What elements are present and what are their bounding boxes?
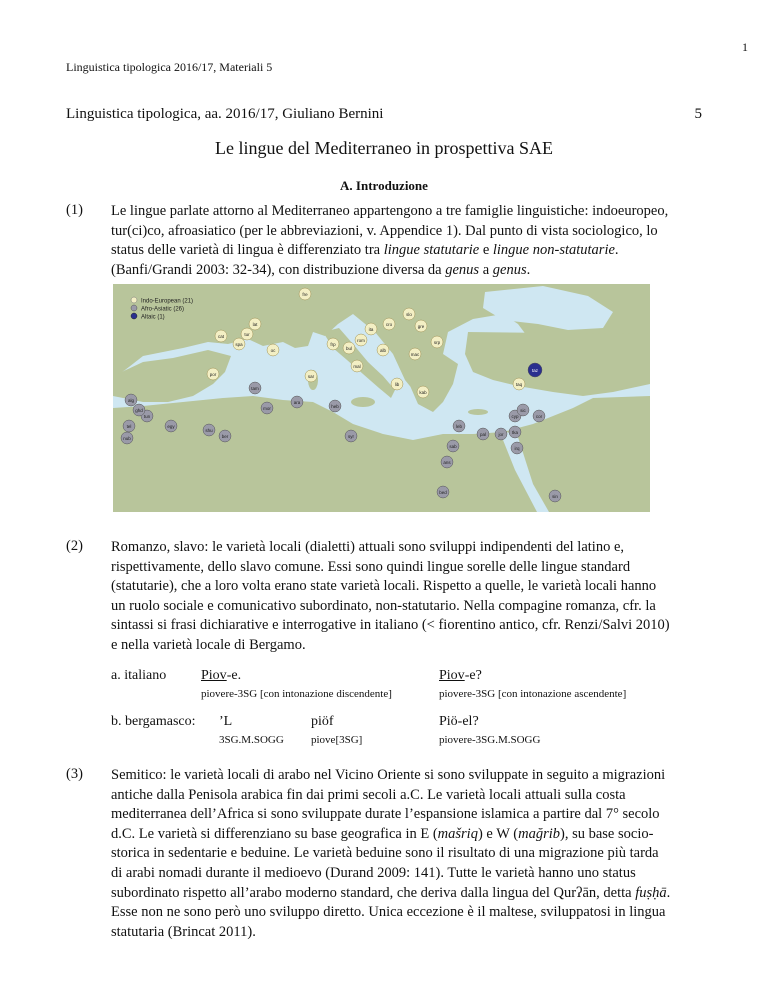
p3-line-3: mediterranea dell’Africa si sono sviluppate durate l’espansione islamica a partire dal 7° secolo <box>111 806 660 823</box>
example-b-form-3: Piö-el? <box>439 714 479 729</box>
language-marker-label: taz <box>531 367 539 373</box>
language-marker-label: heb <box>331 403 339 409</box>
language-marker-label: bul <box>345 345 353 351</box>
author-line-text: Linguistica tipologica, aa. 2016/17, Giuliano Bernini <box>66 106 384 122</box>
section-heading: A. Introduzione <box>340 178 428 193</box>
handout-number: 5 <box>694 106 702 122</box>
language-marker-label: spa <box>235 341 243 347</box>
example-a-form-1: Piov-e. <box>201 668 242 683</box>
p3-line-2: antiche dalla Penisola arabica fin dai primi secoli a.C. Le varietà locali attuali sulla costa <box>111 786 626 803</box>
language-marker-label: sin <box>552 493 558 499</box>
p1-line-4: (Banfi/Grandi 2003: 32-34), con distribuzione diversa da genus a genus. <box>111 261 531 278</box>
p3-line-5: storica in sedentarie e beduine. Le varietà beduine sono il risultato di una migrazione più tarda <box>111 845 659 862</box>
language-marker-label: oc <box>270 347 276 353</box>
paragraph-1 <box>111 202 705 280</box>
language-marker-label: ara <box>293 399 301 405</box>
language-marker-label: mac <box>410 351 420 357</box>
language-marker-label: cro <box>385 321 393 327</box>
language-marker-label: nub <box>123 435 131 441</box>
example-b-form-2: piöf <box>311 714 334 729</box>
page-number: 1 <box>742 40 748 54</box>
language-marker-label: tka <box>511 429 519 435</box>
p3-line-6: di arabi nomadi durante il medioevo (Durand 2009: 141). Tutte le varietà hanno uno status <box>111 864 636 881</box>
language-marker-label: alg <box>127 397 135 403</box>
language-marker-label: shu <box>205 427 213 433</box>
p1-line-1: Le lingue parlate attorno al Mediterraneo appartengono a tre famiglie linguistiche: indoeuropeo, <box>111 203 669 219</box>
language-marker-label: leb <box>455 423 463 429</box>
language-marker-label: mor <box>263 405 271 411</box>
language-marker-label: kab <box>419 389 427 395</box>
language-marker-label: frp <box>330 341 336 347</box>
language-marker-label: syr <box>348 433 354 439</box>
example-number-3: (3) <box>66 766 83 782</box>
language-marker-label: mal <box>353 363 361 369</box>
language-marker-label: tun <box>143 413 151 419</box>
language-marker-label: jor <box>498 431 504 437</box>
author-line <box>66 106 702 123</box>
language-marker-label: sar <box>307 373 315 379</box>
language-marker-label: fre <box>302 291 308 297</box>
p2-line-2: rispettivamente, dello slavo comune. Essi sono quindi lingue sorelle delle lingue standard <box>111 558 631 575</box>
language-marker-label: alb <box>379 347 387 353</box>
example-b-gloss-3: piovere-3SG.M.SOGG <box>439 734 541 746</box>
language-marker-label: cor <box>535 413 543 419</box>
language-marker-label: cyp <box>511 413 519 419</box>
language-marker-label: rom <box>357 337 365 343</box>
language-marker-label: por <box>209 371 217 377</box>
example-number-1: (1) <box>66 202 83 218</box>
mediterranean-language-map <box>113 284 650 512</box>
p2-line-1: Romanzo, slavo: le varietà locali (dialetti) attuali sono sviluppi indipendenti del latino e, <box>111 539 625 555</box>
language-marker-label: gre <box>417 323 425 329</box>
p3-line-1: Semitico: le varietà locali di arabo nel Vicino Oriente si sono sviluppate in seguito a migrazioni <box>111 767 666 783</box>
paragraph-3 <box>111 766 705 942</box>
language-marker-label: tam <box>251 385 259 391</box>
language-marker-label: srp <box>433 339 441 345</box>
p3-line-8: Esse non ne sono però uno sviluppo diretto. Unica eccezione è il maltese, sviluppatosi in lingua <box>111 904 666 921</box>
example-b-gloss-2: piove[3SG] <box>311 734 363 746</box>
paragraph-2 <box>111 538 705 656</box>
language-marker-label: ans <box>443 459 451 465</box>
legend-altaic: Altaic (1) <box>141 314 165 321</box>
language-marker-label: egy <box>167 423 175 429</box>
p3-line-9: statutaria (Brincat 2011). <box>111 923 256 940</box>
p3-line-7: subordinato rispetto all’arabo moderno standard, che deriva dalla lingua del Qurʔān, detta fuṣḥā. <box>111 884 671 901</box>
running-head: Linguistica tipologica 2016/17, Materiali 5 <box>66 60 273 74</box>
language-marker-label: ita <box>368 326 374 332</box>
example-a-label: a. italiano <box>111 668 167 683</box>
language-marker-label: slo <box>406 311 412 317</box>
p2-line-5: sintassi si frasi dichiarative e interrogative in italiano (< fiorentino antico, cfr. Renzi/Salvi 2010) <box>111 617 670 634</box>
language-marker-label: sab <box>449 443 457 449</box>
page-title: Le lingue del Mediterraneo in prospettiva SAE <box>215 138 553 158</box>
p1-line-2: tur(ci)co, afroasiatico (per le abbreviazioni, v. Appendice 1). Dal punto di vista sociologico, lo <box>111 222 658 239</box>
language-marker-label: lib <box>394 381 400 387</box>
language-marker-label: irq <box>514 445 520 451</box>
language-marker-label: tur <box>244 331 250 337</box>
legend-indo-european: Indo-European (21) <box>141 298 194 305</box>
language-marker-label: sic <box>520 407 526 413</box>
language-marker-label: taq <box>515 381 523 387</box>
p2-line-3: (statutarie), che a loro volta erano state varietà locali. Rispetto a quelle, le varietà locali hanno <box>111 578 657 595</box>
language-marker-label: pal <box>479 431 487 437</box>
example-a-gloss-1: piovere-3SG [con intonazione discendente] <box>201 688 392 700</box>
language-marker-label: tel <box>126 423 132 429</box>
example-b-form-1: ’L <box>219 714 233 729</box>
example-a-form-2: Piov-e? <box>439 668 482 683</box>
p3-line-4: d.C. Le varietà si differenziano su base geografica in E (mašriq) e W (mağrib), su base socio- <box>111 825 654 842</box>
p2-line-6: e nella varietà locale di Bergamo. <box>111 636 306 653</box>
p2-line-4: un ruolo sociale e comunicativo subordinato, non-statutario. Nella compagine romanza, cfr. la <box>111 597 656 614</box>
legend-afro-asiatic: Afro-Asiatic (26) <box>141 306 185 313</box>
language-marker-label: cat <box>217 333 225 339</box>
language-marker-label: lat <box>252 321 258 327</box>
language-marker-label: ghd <box>135 407 143 413</box>
p1-line-3: status delle varietà di lingua è differenziato tra lingue statutarie e lingue non-statutarie. <box>111 242 619 259</box>
language-marker-label: bed <box>439 489 447 495</box>
language-marker-label: ber <box>221 433 229 439</box>
example-b-gloss-1: 3SG.M.SOGG <box>219 734 284 746</box>
example-number-2: (2) <box>66 538 83 554</box>
example-a-gloss-2: piovere-3SG [con intonazione ascendente] <box>439 688 627 700</box>
example-b-label: b. bergamasco: <box>111 714 196 729</box>
